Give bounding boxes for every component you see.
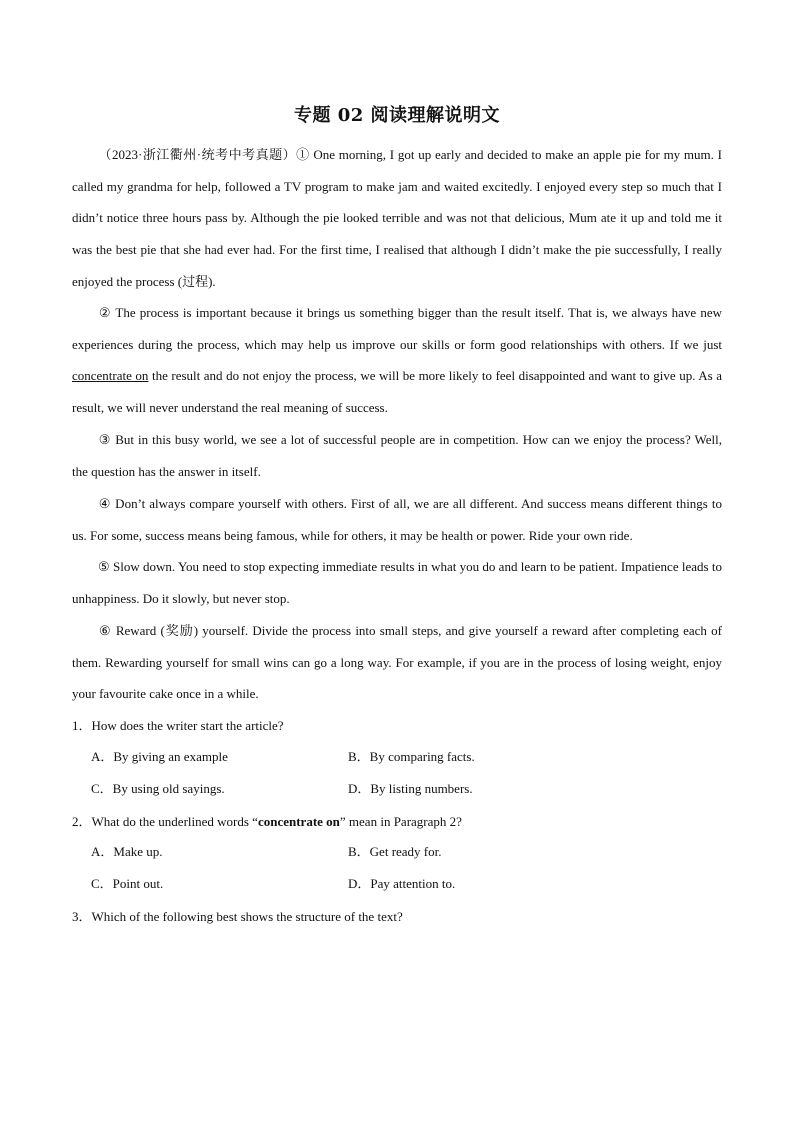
paragraph-marker: ④ <box>98 496 112 511</box>
option-d[interactable]: D．By listing numbers. <box>348 781 473 796</box>
paragraph-2 <box>72 297 722 424</box>
question-number: 2． <box>72 814 92 829</box>
option-b[interactable]: B．Get ready for. <box>348 844 442 859</box>
paragraph-6 <box>72 615 722 710</box>
option-a[interactable]: A．Make up. <box>91 844 163 859</box>
option-c[interactable]: C．Point out. <box>91 876 164 891</box>
question-prompt: What do the underlined words “ <box>91 814 258 829</box>
paragraph-3 <box>72 424 722 487</box>
paragraph-5 <box>72 551 722 614</box>
source-note: （2023·浙江衢州·统考中考真题） <box>98 147 297 162</box>
paragraph-text: Slow down. You need to stop expecting immediate results in what you do and learn to be patient. Impatience leads to unhappiness. Do it slowly, but never stop. <box>72 559 722 606</box>
paragraph-text: But in this busy world, we see a lot of successful people are in competition. How can we enjoy the process? Well, the question has the answer in itself. <box>72 432 722 479</box>
question-number: 3． <box>72 909 92 924</box>
paragraph-marker: ③ <box>98 432 112 447</box>
question-number: 1． <box>72 718 92 733</box>
paragraph-text: Don’t always compare yourself with others. First of all, we are all different. And success means different things to us. For some, success means being famous, while for others, it may be health or power. Ride your own ride. <box>72 496 722 543</box>
question-prompt: ” mean in Paragraph 2? <box>339 814 462 829</box>
question-prompt: Which of the following best shows the structure of the text? <box>91 909 403 924</box>
underlined-phrase: concentrate on <box>72 368 149 384</box>
paragraph-text: Reward (奖励) yourself. Divide the process into small steps, and give yourself a reward after completing each of them. Rewarding yourself for small wins can go a long way. For example, if you are in the process of losing weight, enjoy your favourite cake once in a while. <box>72 623 722 702</box>
paragraph-4 <box>72 488 722 551</box>
bold-phrase: concentrate on <box>257 814 340 829</box>
question-3 <box>72 901 722 933</box>
paragraph-marker: ① <box>296 147 310 162</box>
paragraph-1 <box>72 139 722 298</box>
option-d[interactable]: D．Pay attention to. <box>348 876 456 891</box>
option-b[interactable]: B．By comparing facts. <box>348 749 475 764</box>
question-2 <box>72 806 722 838</box>
paragraph-text: One morning, I got up early and decided to make an apple pie for my mum. I called my grandma for help, followed a TV program to make jam and waited excitedly. I enjoyed every step so much that I didn’t notice three hours pass by. Although the pie looked terrible and was not that delicious, Mum ate it up and told me it was the best pie that she had ever had. For the first time, I realised that although I didn’t make the pie successfully, I really enjoyed the process (过程). <box>72 147 722 289</box>
paragraph-marker: ② <box>98 305 112 320</box>
option-a[interactable]: A．By giving an example <box>91 749 228 764</box>
paragraph-marker: ⑤ <box>98 559 110 574</box>
option-c[interactable]: C．By using old sayings. <box>91 781 225 796</box>
page-title: 专题 02 阅读理解说明文 <box>293 105 501 126</box>
question-1 <box>72 710 722 742</box>
paragraph-text: the result and do not enjoy the process, we will be more likely to feel disappointed and want to give up. As a result, we will never understand the real meaning of success. <box>72 368 722 416</box>
paragraph-text: The process is important because it brings us something bigger than the result itself. That is, we always have new experiences during the process, which may help us improve our skills or form good relationships with others. If we just <box>72 305 722 352</box>
paragraph-marker: ⑥ <box>98 623 112 638</box>
question-prompt: How does the writer start the article? <box>91 718 284 733</box>
